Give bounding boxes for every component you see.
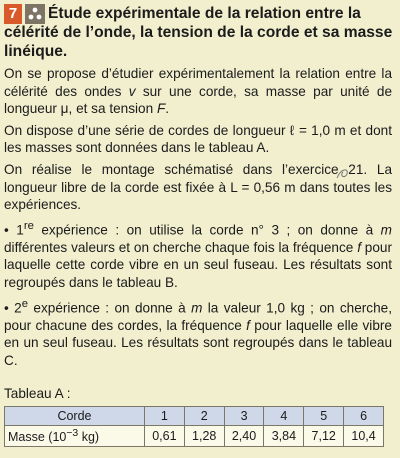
table-cell-corde: 6 (344, 407, 384, 426)
difficulty-dots-icon (25, 4, 45, 24)
exercise-title: Étude expérimentale de la relation entre la célérité de l’onde, la tension de la corde et sa masse linéique. (4, 5, 393, 60)
table-cell-masse: 10,4 (344, 426, 384, 447)
table-row-corde (5, 407, 384, 426)
paragraph-experience-1: • 1re expérience : on utilise la corde n° 3 ; on donne à m différentes valeurs et on cherche chaque fois la fréquence f pour laquelle cette corde vibre en un seul fuseau. Les résultats sont regroupés dans le tableau B. (4, 219, 393, 291)
table-a (4, 406, 384, 447)
exercise-header (4, 4, 396, 61)
table-cell-masse: 1,28 (184, 426, 224, 447)
exercise-body (4, 65, 392, 374)
table-cell-masse: 3,84 (264, 426, 304, 447)
table-cell-masse: 2,40 (224, 426, 264, 447)
table-row-masse (5, 426, 384, 447)
table-header-masse: Masse ($10^{-3}$ kg) (5, 426, 145, 447)
table-cell-corde: 2 (184, 407, 224, 426)
table-cell-corde: 3 (224, 407, 264, 426)
table-cell-corde: 1 (144, 407, 184, 426)
paragraph-montage: On réalise le montage schématisé dans l’exercice 21. La longueur libre de la corde est fixée à L = 0,56 m dans toutes les expériences. (4, 161, 392, 213)
table-header-corde: Corde (5, 407, 145, 426)
paragraph-intro: On se propose d’étudier expérimentalement la relation entre la célérité des ondes v sur une corde, sa masse par unité de longueur μ, et sa tension F. (4, 66, 392, 117)
table-cell-corde: 5 (304, 407, 344, 426)
exercise-number-badge: 7 (4, 4, 22, 24)
paragraph-experience-2: • 2e expérience : on donne à m la valeur 1,0 kg ; on cherche, pour chacune des cordes, la fréquence f pour laquelle elle vibre en un seul fuseau. Les résultats sont regroupés dans le tableau C. (4, 297, 392, 368)
table-cell-masse: 7,12 (304, 426, 344, 447)
table-cell-corde: 4 (264, 407, 304, 426)
pencil-scribble-mark (335, 164, 353, 184)
table-a-label: Tableau A : (4, 386, 71, 401)
paragraph-cordes: On dispose d’une série de cordes de longueur ℓ = 1,0 m et dont les masses sont données dans le tableau A. (4, 122, 392, 156)
table-cell-masse: 0,61 (144, 426, 184, 447)
